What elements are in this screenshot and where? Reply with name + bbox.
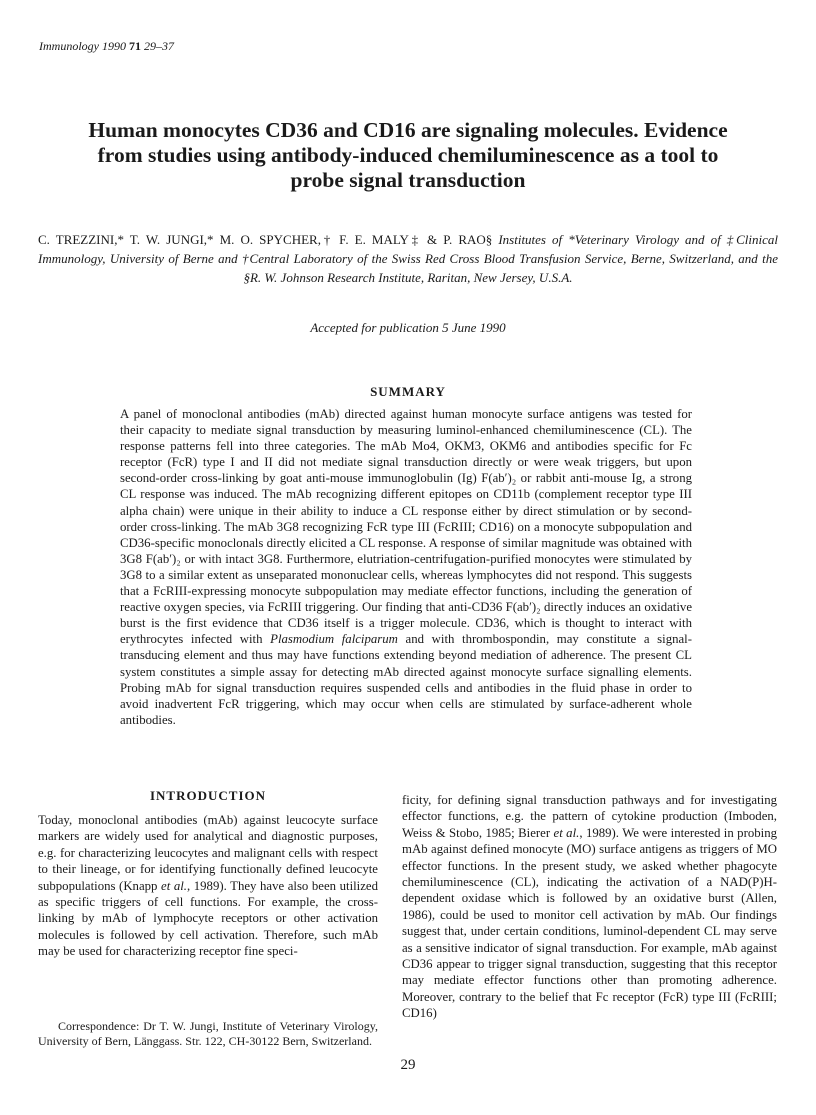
summary-text-part-2: and with thrombospondin, may constitute a signal-transducing element and thus may have functions extending beyond mediation of adherence. The present CL system constitutes a simple assay for detecting mAb directed against monocyte surface signalling elements. Probing mAb for signal transduction requires suspended cells and antibodies in the fluid phase in order to avoid inadvertent FcR triggering, which may occur when cells are stimulated by surface-adherent whole antibodies.: [120, 632, 692, 727]
summary-species-name: Plasmodium falciparum: [270, 632, 398, 647]
journal-citation: [39, 39, 174, 54]
page-number: 29: [400, 1057, 416, 1073]
journal-volume: 71: [129, 39, 141, 53]
journal-year: 1990: [102, 39, 126, 53]
introduction-left-paragraph: [38, 812, 378, 960]
introduction-heading: INTRODUCTION: [149, 788, 266, 803]
left-column: [38, 788, 378, 960]
author-names: C. TREZZINI,* T. W. JUNGI,* M. O. SPYCHER,† F. E. MALY‡ & P. RAO§: [38, 232, 493, 247]
intro-right-part-2: , 1989). We were interested in probing mAb against defined monocyte (MO) surface antigens as triggers of MO effector functions. In the present study, we asked whether phagocyte chemiluminescence (CL), indicating the activation of a NAD(P)H-dependent oxidase which is followed by an oxidative burst (Allen, 1986), could be used to monitor cell activation by mAb. Our findings suggest that, under certain conditions, luminol-dependent CL may serve as a sensitive indicator of signal transduction. For example, mAb against CD36 appear to trigger signal transduction, suggesting that this receptor may mediate effector functions other than promoting adherence. Moreover, contrary to the belief that Fc receptor (FcR) type III (FcRIII; CD16): [402, 825, 777, 1021]
author-affiliations: Institutes of *Veterinary Virology and of ‡Clinical Immunology, University of Berne and †Central Laboratory of the Swiss Red Cross Blood Transfusion Service, Berne, Switzerland, and the §R. W. Johnson Research Institute, Raritan, New Jersey, U.S.A.: [38, 232, 778, 285]
summary-heading: SUMMARY: [370, 384, 446, 399]
correspondence-footnote: Correspondence: Dr T. W. Jungi, Institute of Veterinary Virology, University of Bern, Länggass. Str. 122, CH-30122 Bern, Switzerland.: [38, 1019, 378, 1048]
journal-pages: 29–37: [144, 39, 174, 53]
journal-name: Immunology: [39, 39, 99, 53]
intro-right-part-1: ficity, for defining signal transduction pathways and for investigating effector functions, e.g. the pattern of cytokine production (Imboden, Weiss & Stobo, 1985; Bierer: [402, 793, 777, 840]
intro-left-part-1: Today, monoclonal antibodies (mAb) against leucocyte surface markers are widely used for analytical and diagnostic purposes, e.g. for characterizing leucocytes and malignant cells with respect to their lineage, or for identifying functionally defined leucocyte subpopulations (Knapp: [38, 813, 378, 893]
summary-text: [120, 406, 692, 728]
article-title: Human monocytes CD36 and CD16 are signaling molecules. Evidence from studies using antibody-induced chemiluminescence as a tool to probe signal transduction: [88, 118, 728, 192]
intro-left-part-2: , 1989). They have also been utilized as specific triggers of cell functions. For example, the cross-linking by mAb of lymphocyte receptors or other activation molecules is followed by cell activation. Therefore, such mAb may be used for characterizing receptor fine speci-: [38, 878, 378, 959]
intro-right-etal: et al.: [553, 825, 580, 840]
summary-text-part-1: A panel of monoclonal antibodies (mAb) directed against human monocyte surface antigens was tested for their capacity to mediate signal transduction by measuring luminol-enhanced chemiluminescence (CL). The response patterns fell into three categories. The mAb Mo4, OKM3, OKM6 and antibodies specific for Fc receptor (FcR) type I and II did not mediate signal transduction directly or were weak triggers, but upon second-order cross-linking by goat anti-mouse immunoglobulin (Ig) F(ab′)₂ or rabbit anti-mouse Ig, a strong CL response was induced. The mAb recognizing different epitopes on CD11b (complement receptor type III alpha chain) were unique in their ability to induce a CL response either by direct stimulation or by second-order cross-linking. The mAb 3G8 recognizing FcR type III (FcRIII; CD16) on a monocyte subpopulation and CD36-specific monoclonals directly elicited a CL response. A response of similar magnitude was obtained with 3G8 F(ab′)₂ or with intact 3G8. Furthermore, elutriation-centrifugation-purified monocytes were stimulated by 3G8 to a similar extent as unseparated mononuclear cells, whereas lymphocytes did not respond. This suggests that a FcRIII-expressing monocyte subpopulation may mediate effector functions, including the generation of reactive oxygen species, via FcRIII triggering. Our finding that anti-CD36 F(ab′)₂ directly induces an oxidative burst is the first evidence that CD36 itself is a trigger molecule. CD36, which is thought to interact with erythrocytes infected with: [120, 407, 692, 647]
right-column: [402, 792, 777, 1022]
introduction-right-paragraph: [402, 792, 777, 1022]
author-block: [38, 230, 778, 287]
intro-left-etal: et al.: [161, 878, 187, 893]
accepted-date: Accepted for publication 5 June 1990: [310, 320, 506, 335]
